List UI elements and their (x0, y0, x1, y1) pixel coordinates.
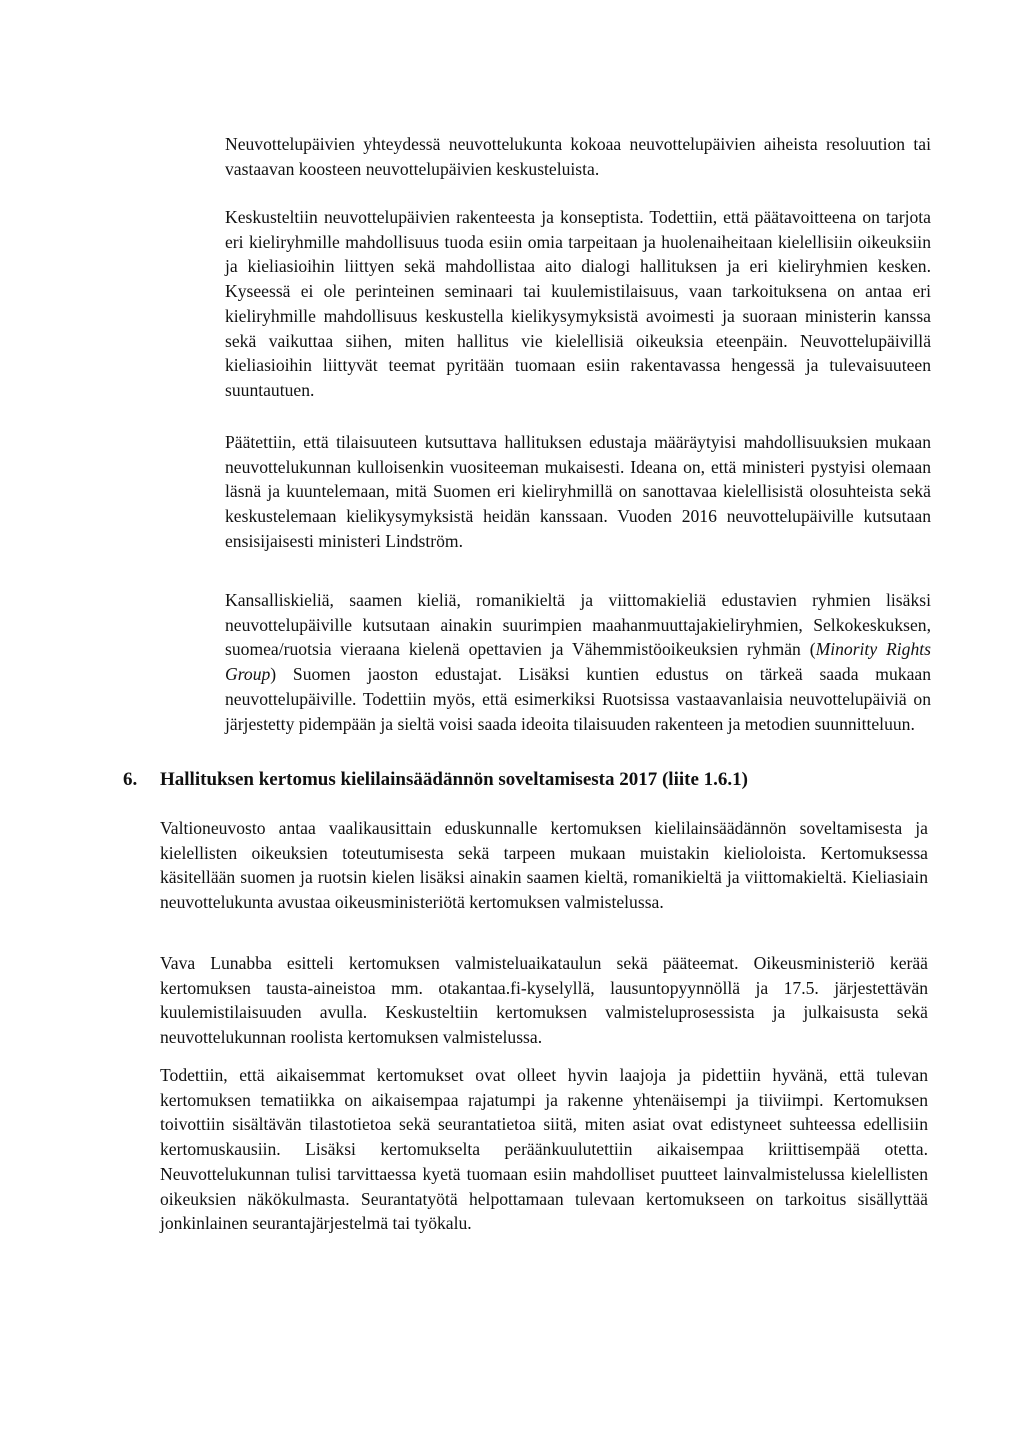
paragraph-invited-groups-text-1: Kansalliskieliä, saamen kieliä, romanikieltä ja viittomakieliä edustavien ryhmien lisäksi neuvottelupäiville kutsutaan ainakin suurimpien maahanmuuttajakieliryhmien, Selkokeskuksen, suomea/ruotsia vieraana kielenä opettavien ja Vähemmistöoikeuksien ryhmän ( (225, 590, 931, 660)
section-number: 6. (123, 769, 138, 790)
paragraph-report-intro: Valtioneuvosto antaa vaalikausittain eduskunnalle kertomuksen kielilainsäädännön soveltamisesta ja kielellisten oikeuksien toteutumisesta sekä tarpeen mukaan muistakin kielioloista. Kertomuksessa käsitellään suomen ja ruotsin kielen lisäksi ainakin saamen kieltä, romanikieltä ja viittomakieltä. Kieliasiain neuvottelukunta avustaa oikeusministeriötä kertomuksen valmistelussa. (160, 818, 928, 913)
paragraph-government-representative: Päätettiin, että tilaisuuteen kutsuttava hallituksen edustaja määräytyisi mahdollisuuksien mukaan neuvottelukunnan kulloisenkin vuositeeman mukaisesti. Ideana on, että ministeri pystyisi olemaan läsnä ja kuuntelemaan, mitä Suomen eri kieliryhmillä on sanottavaa kielellisistä olosuhteista sekä keskustelemaan kielikysymyksistä heidän kanssaan. Vuoden 2016 neuvottelupäiville kutsutaan ensisijaisesti ministeri Lindström. (225, 432, 931, 551)
section-title: Hallituksen kertomus kielilainsäädännön soveltamisesta 2017 (liite 1.6.1) (160, 769, 748, 790)
paragraph-structure-concept: Keskusteltiin neuvottelupäivien rakenteesta ja konseptista. Todettiin, että päätavoitteena on tarjota eri kieliryhmille mahdollisuus tuoda esiin omia tarpeitaan ja huolenaiheitaan kielellisiin oikeuksiin ja kieliasioihin liittyen sekä mahdollistaa aito dialogi hallituksen ja eri kieliryhmien kesken. Kyseessä ei ole perinteinen seminaari tai kuulemistilaisuus, vaan tarkoituksena on antaa eri kieliryhmille mahdollisuus keskustella kielikysymyksistä avoimesti ja suoraan ministerin kanssa sekä vaikuttaa siihen, miten hallitus vie kielellisiä oikeuksia eteenpäin. Neuvottelupäivillä kieliasioihin liittyvät teemat pyritään tuomaan esiin rakentavassa hengessä ja tulevaisuuteen suuntautuen. (225, 207, 931, 400)
section-heading (123, 769, 923, 791)
paragraph-report-discussion: Todettiin, että aikaisemmat kertomukset ovat olleet hyvin laajoja ja pidettiin hyvänä, että tulevan kertomuksen tematiikka on aikaisempaa rajatumpi ja rakenne yhtenäisempi ja tiiviimpi. Kertomuksen toivottiin sisältävän tilastotietoa sekä seurantatietoa siitä, miten asiat ovat edistyneet suhteessa edellisiin kertomuskausiin. Lisäksi kertomukselta peräänkuulutettiin aikaisempaa kriittisempää otetta. Neuvottelukunnan tulisi tarvittaessa kyetä tuomaan esiin mahdolliset puutteet lainvalmistelussa kielellisten oikeuksien näkökulmasta. Seurantatyötä helpottamaan tulevaan kertomukseen on tarkoitus sisällyttää jonkinlainen seurantajärjestelmä tai työkalu. (160, 1065, 928, 1234)
minority-rights-group-name: Minority Rights Group (225, 639, 931, 685)
paragraph-invited-groups-text-2: ) Suomen jaoston edustajat. Lisäksi kuntien edustus on tärkeä saada mukaan neuvottelupäiville. Todettiin myös, että esimerkiksi Ruotsissa vastaavanlaisia neuvottelupäiviä on järjestetty pidempään ja sieltä voisi saada ideoita tilaisuuden rakenteen ja metodien suunnitteluun. (225, 664, 931, 734)
paragraph-resolution: Neuvottelupäivien yhteydessä neuvottelukunta kokoaa neuvottelupäivien aiheista resoluution tai vastaavan koosteen neuvottelupäivien keskusteluista. (225, 134, 931, 179)
paragraph-invited-groups (225, 588, 931, 736)
paragraph-report-schedule: Vava Lunabba esitteli kertomuksen valmisteluaikataulun sekä pääteemat. Oikeusministeriö kerää kertomuksen tausta-aineistoa mm. otakantaa.fi-kyselyllä, lausuntopyynnöllä ja 17.5. järjestettävän kuulemistilaisuuden avulla. Keskusteltiin kertomuksen valmisteluprosessista ja julkaisusta sekä neuvottelukunnan roolista kertomuksen valmistelussa. (160, 953, 928, 1048)
